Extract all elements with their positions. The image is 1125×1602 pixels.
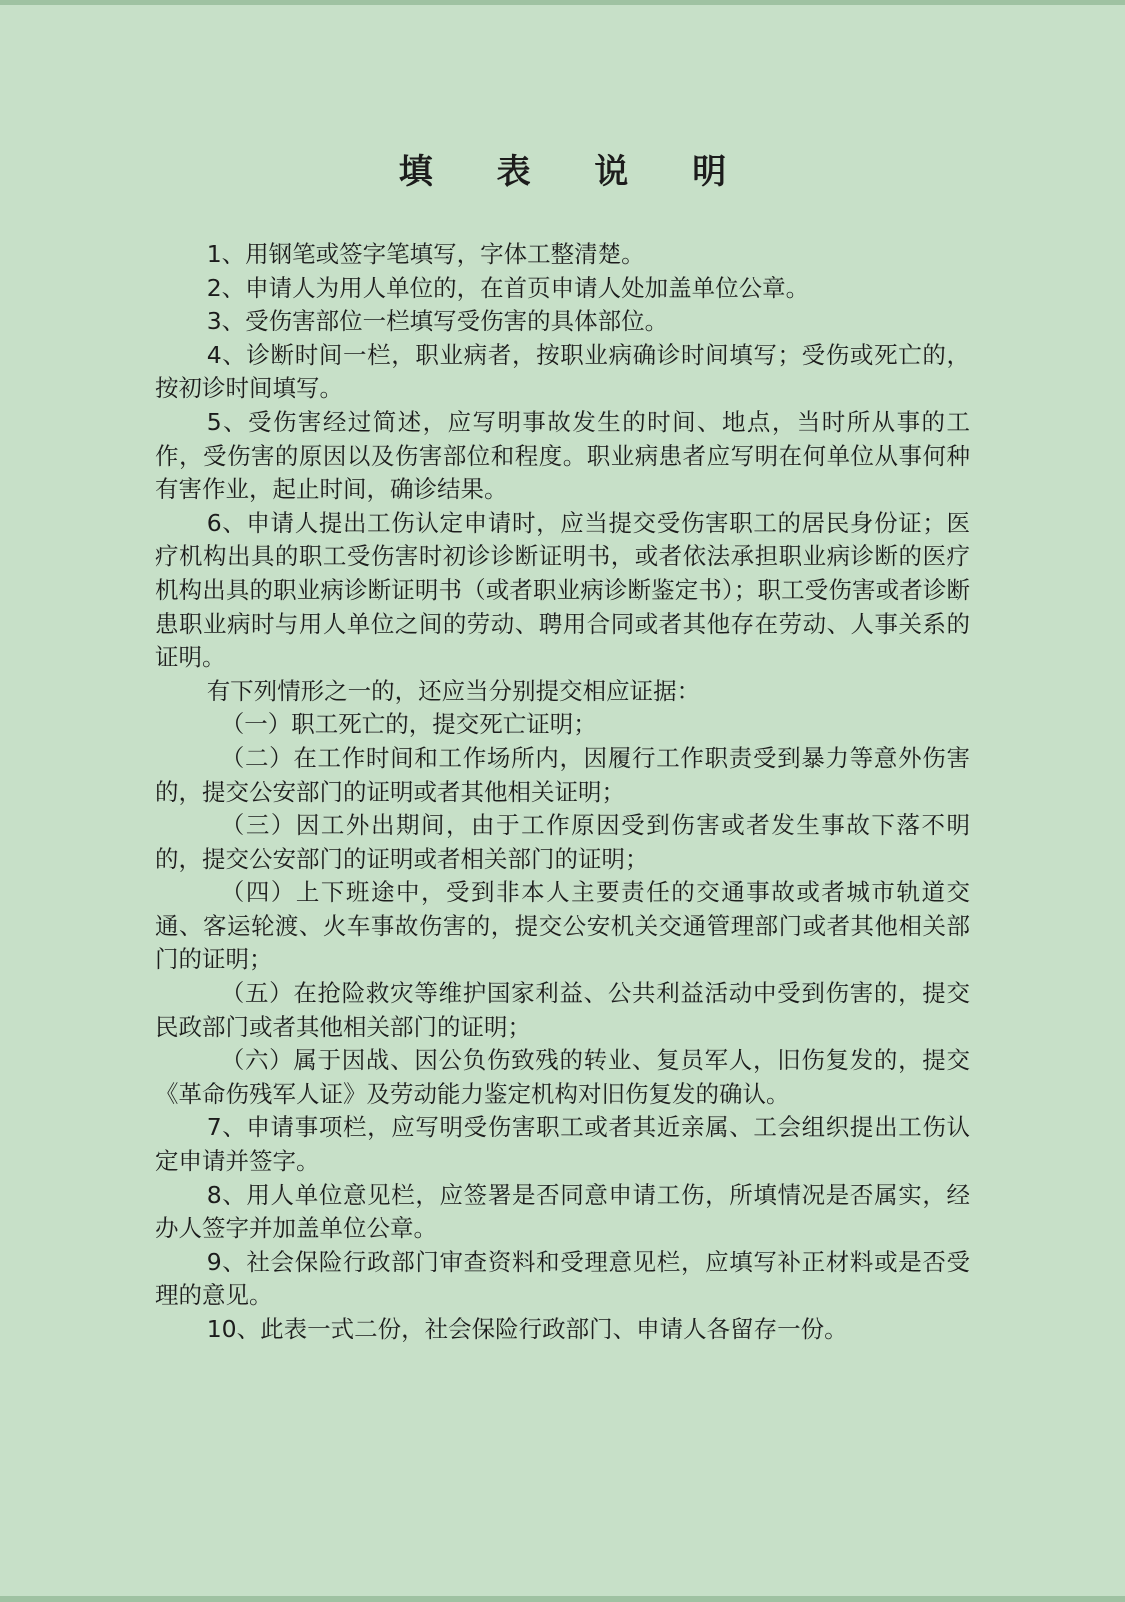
- instruction-item-10: 10、此表一式二份，社会保险行政部门、申请人各留存一份。: [206, 1315, 848, 1343]
- evidence-intro: 有下列情形之一的，还应当分别提交相应证据：: [206, 676, 701, 705]
- instruction-item-9: 9、社会保险行政部门审查资料和受理意见栏，应填写补正材料或是否受理的意见。: [155, 1247, 970, 1310]
- evidence-case-2: （二）在工作时间和工作场所内，因履行工作职责受到暴力等意外伤害的，提交公安部门的证明或者其他相关证明；: [155, 743, 970, 806]
- evidence-case-1: （一）职工死亡的，提交死亡证明；: [220, 710, 597, 739]
- instruction-item-3: 3、受伤害部位一栏填写受伤害的具体部位。: [206, 307, 669, 336]
- evidence-case-3: （三）因工外出期间，由于工作原因受到伤害或者发生事故下落不明的，提交公安部门的证明或者相关部门的证明；: [155, 811, 970, 873]
- instructions-page: [155, 150, 970, 1347]
- evidence-case-5: （五）在抢险救灾等维护国家利益、公共利益活动中受到伤害的，提交民政部门或者其他相关部门的证明；: [155, 979, 970, 1041]
- instruction-item-7: 7、申请事项栏，应写明受伤害职工或者其近亲属、工会组织提出工伤认定申请并签字。: [155, 1113, 970, 1176]
- evidence-case-6: （六）属于因战、因公负伤致残的转业、复员军人，旧伤复发的，提交《革命伤残军人证》及劳动能力鉴定机构对旧伤复发的确认。: [155, 1046, 970, 1108]
- evidence-case-4: （四）上下班途中，受到非本人主要责任的交通事故或者城市轨道交通、客运轮渡、火车事故伤害的，提交公安机关交通管理部门或者其他相关部门的证明；: [155, 878, 970, 974]
- instructions-body: [155, 238, 970, 1347]
- instruction-item-2: 2、申请人为用人单位的，在首页申请人处加盖单位公章。: [206, 273, 810, 302]
- bottom-border: [0, 1596, 1125, 1602]
- page-title: 填 表 说 明: [398, 152, 753, 192]
- instruction-item-4: 4、诊断时间一栏，职业病者，按职业病确诊时间填写；受伤或死亡的，按初诊时间填写。: [155, 340, 970, 403]
- top-border: [0, 0, 1125, 5]
- instruction-item-1: 1、用钢笔或签字笔填写，字体工整清楚。: [206, 240, 645, 268]
- instruction-item-6: 6、申请人提出工伤认定申请时，应当提交受伤害职工的居民身份证；医疗机构出具的职工受伤害时初诊诊断证明书，或者依法承担职业病诊断的医疗机构出具的职业病诊断证明书（或者职业病诊断鉴定书）；职工受伤害或者诊断患职业病时与用人单位之间的劳动、聘用合同或者其他存在劳动、人事关系的证明。: [155, 508, 970, 672]
- instruction-item-5: 5、受伤害经过简述，应写明事故发生的时间、地点，当时所从事的工作，受伤害的原因以及伤害部位和程度。职业病患者应写明在何单位从事何种有害作业，起止时间，确诊结果。: [155, 407, 970, 504]
- instruction-item-8: 8、用人单位意见栏，应签署是否同意申请工伤，所填情况是否属实，经办人签字并加盖单位公章。: [155, 1180, 970, 1243]
